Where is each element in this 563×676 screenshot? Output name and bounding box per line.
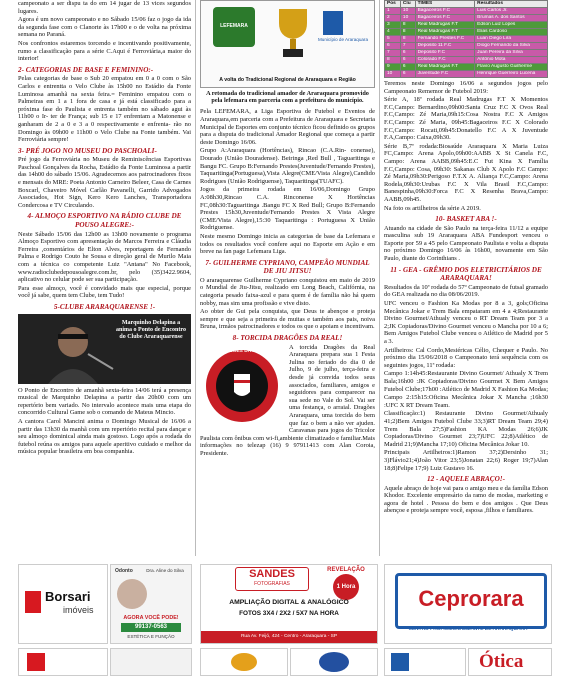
table-cell: Real Madrugas F.T bbox=[415, 22, 475, 29]
table-cell: 5 bbox=[385, 36, 401, 43]
table-row bbox=[385, 43, 548, 50]
table-cell: 7 bbox=[400, 43, 415, 50]
article-text: Para esse almoço, você é convidado mais que especial, porque você já sabe, quem tem Clube, tem Tudo! bbox=[18, 284, 191, 300]
table-header-cell: Pos bbox=[385, 1, 401, 8]
section-heading: 4- ALMOÇO ESPORTIVO NA RÁDIO CLUBE DE POUSO ALEGRE:- bbox=[27, 212, 182, 230]
odonto-name: Dra. Aline do Silva bbox=[146, 568, 184, 573]
standings-block bbox=[384, 0, 548, 78]
column-middle bbox=[200, 0, 375, 556]
table-cell: Luan Diego Lira bbox=[475, 36, 548, 43]
sandes-ampliacao: AMPLIAÇÃO DIGITAL & ANALÓGICO bbox=[229, 599, 349, 606]
article-text: A cantora Carol Mancini anima o Domingo Musical de 16/06 a partir das 13h30 da manhã com um repertório recital para dançar e seu almoço dominical ainda mais gostoso. Logo após a rodada do futebol reúna os amigos para aquele aperitivo cuidado e melhor da música popular brasileira em boa companhia. bbox=[18, 417, 191, 456]
intro-text: Agora é um novo campeonato e no Sábado 15/06 faz o jogo da ida da segunda fase com o Clanorte às 17h00 e o de volta na próxima semana no Paraná. bbox=[18, 16, 191, 39]
section-heading: 3- PRÉ JOGO NO MUSEU DO PASCHOALI- bbox=[18, 146, 157, 155]
article-text: O araraquarense Guilherme Cypriano conquistou em maio de 2019 o Mundial de Jiu-Jitsu, realizado em Long Beach, Califórnia, na categoria pesado faixa-azul e para quem é de família não há quem nobby, mas sim uma profissão e vive disto. bbox=[200, 276, 375, 307]
table-cell: 6 bbox=[385, 43, 401, 50]
sandes-logo bbox=[235, 567, 309, 591]
regional-banner bbox=[200, 0, 375, 88]
article-text: UFC venceu o Fashion Ka Modas por 8 a 3, gols;Oficina Mecânica Jokar e Trem Bala empataram em 4 a 4;Restaurante Divino Gourmet/Athualy venceu o RT Dream Team por 3 a 2;JK Copiadoras/Divino Gourmet venceu o Mancha por 10 a 6; Bem Amigos Futebol Clube venceu o Atlético de Madrid por 5 a 3. bbox=[384, 300, 548, 345]
article-text: Neste Sábado 15/06 das 12h00 as 13h00 novamente o programa Almoço Esportivo com apresentação de Marcos Ferreira e Cláudia Ferreira ,comentários de Elton Alves, reportagem de Fernando Palma e Rodrigo Couto he Sousa e direção geral de Murilo Maia com a técnica co competente Luiz "Antana" No Facebook, www.radioclubedepousoalegre.com.br, pelo (35)3422.9604, aplicativo no celular pode ser sua participação. bbox=[18, 230, 191, 284]
table-cell: Real Madrugas F.T bbox=[415, 64, 475, 71]
article-text: Teremos neste Domingo 16/06 a segundos jogos pelo Campeonato Rememor de Futebol 2019: bbox=[384, 80, 548, 95]
table-cell: 8 bbox=[400, 22, 415, 29]
section-heading: 11 - GEA - GRÊMIO DOS ELETRICITÁRIOS DE ARARAQUARA! bbox=[390, 265, 542, 283]
article-text: Atuando na cidade de São Paulo na terça-feira 11/12 a equipe masculina sub 19 Araraquara ABA Fundesport venceu o Esporte por 59 a 45 pelo Campeonato Paulista e volta a disputa no próximo Domingo 16/06 às 16h00, novamente em São Paulo, diante do Corinthians . bbox=[384, 224, 548, 263]
ad-logo-icon bbox=[27, 653, 45, 671]
photo-caption: Marquinho Delapina a anima o Ponto de Encontro do Clube Araraquarense bbox=[116, 319, 186, 340]
hora-icon: 1 Hora bbox=[333, 574, 359, 600]
sandes-ad[interactable] bbox=[200, 564, 378, 644]
table-cell: 4 bbox=[385, 29, 401, 36]
table-row bbox=[385, 36, 548, 43]
article-text: Pré jogo da Ferroviária no Museu de Reminiscências Esportivas Paschoal Gonçalves da Rocha, Estádio da Fonte Luminosa a partir das 14h00 do sábado 15/06. Agradecemos aos patrocinadores fixos e mensais do MRE: Poeta Antonio Carneiro Beleer, Casa de Carnes Boxcarl, Chaveiro Móvel Carlão Pavanelli, Garrido Advogados Associados, Hot Sign, Kero Kero Lanches, Transportadora Condercosa e TV Circulando. bbox=[18, 156, 191, 209]
municipio-crest-icon bbox=[323, 11, 343, 35]
bottom-ad-5[interactable] bbox=[384, 648, 466, 676]
table-row bbox=[385, 64, 548, 71]
article-text: Classificação:1) Restaurante Divino Gourmet/Athualy 41;2)Bem Amigos Futebol Clube 33;3)RT Dream Team 29;4) Trem Bala 27;5)Fashion KA Modas 26;6)JK Copiadoras/Divino Gourmet 23;7)UFC 22;8)Atlético de Madrid 21;9)Mancha 17;10) Oficina Mecânica Jokar 10. bbox=[384, 410, 548, 448]
article-text: Ao obter de Gui pela conquista, que Deus te abençoe e proteja sempre e que seja a primeira de muitas e também aos pais, noiva Bruna, irmãos patrocinadores e todos os que o apoiam e incentivam. bbox=[200, 308, 375, 331]
ceprorara-sub: CENTRO PROFISSIONALIZANTE DE ARARAQUARA bbox=[408, 627, 528, 632]
table-row bbox=[385, 50, 548, 57]
article-text: Campo 1:14h45:Restaurante Divino Gourmet/ Athualy X Trem Bala;16h00 :JK Copiadoras/Divino Gourmet X Bem Amigos Futebol Clube;17h00 :Atlético de Madrid X Fashion Ka Modas; bbox=[384, 370, 548, 393]
odonto-tag: ESTÉTICA E FUNÇÃO bbox=[127, 634, 175, 639]
section-heading: 8- TORCIDA DRAGÕES DA REAL! bbox=[232, 334, 343, 343]
table-header-row bbox=[385, 1, 548, 8]
odonto-phone: 99137-0563 bbox=[121, 623, 181, 632]
trophy-icon bbox=[273, 5, 313, 65]
article-text: Aquele abraço de hoje vai para o amigo meu e da família Edson Khodor. Excelente empresário da ramo de modas, marketing e agora de hotel . Pessoa do bem e dos amigos . Que Deus abençoe e proteja sempre você, esposa ,filhos e familiares. bbox=[384, 484, 548, 515]
revelacao-badge: REVELAÇÃO 1 Hora bbox=[319, 567, 373, 600]
borsari-ad[interactable] bbox=[18, 564, 108, 644]
standings-table bbox=[384, 0, 548, 78]
column-left bbox=[18, 0, 191, 556]
table-cell: Fernando Prestes F.C bbox=[415, 36, 475, 43]
article-text: Artilheiros: Cal Cordo,Mesiéricas Célio, Chequer e Paulo. No próximo dia 15/06/2018 o Campeonato terá sequência com os seguintes jogos, 11ª rodada: bbox=[384, 346, 548, 369]
article-text: Jogos da primeira rodada em 16/06,Domingo Grupo A:08h30,Rincao C.A. Rinconense X Hortências FC,08h30:Taguaritinga .Bangu FC X Red Bull; Grupo B:Fernando Prestes 15h30,Juventude/Fernando Prestes X Vista Alegre (CME/Vista Alegre),15:30 Taquaritinga : Portuguesa X União Rodriguense. bbox=[200, 186, 375, 232]
article-text: Campo 2:15h15:Oficina Mecânica Jokar X Mancha ;16h30 :UFC X RT Dream Team. bbox=[384, 394, 548, 409]
table-cell: 1 bbox=[385, 8, 401, 15]
table-cell: Bagaceiros F.C bbox=[415, 8, 475, 15]
table-cell: Edson Luiz Lopes bbox=[475, 22, 548, 29]
article-text: Na foto os artilheiros da série A 2019. bbox=[384, 204, 481, 212]
article-text: A torcida Dragões da Real Araraquara prepara sua 1 Festa Julina no feriado do dia 0 de Julho, 9 de julho, terça-feira e desde já convida todos seus associados, familiares, amigos e seguidores para comparecer na sua sede no Vale do Sol. Vai ser uma festança, o arraial. Dragões Araraquara, uma torcida do bem que faz o bem a não ver ajuden. Caravanas para jogos do Tricolor Paulista com ônibus com wi-fi,ambiente climatizado e familiar.Mais informações no telezap (16) 9 97911413 com Alan Coroia, Presidente. bbox=[200, 343, 375, 457]
table-cell: 8 bbox=[400, 29, 415, 36]
table-cell: 6 bbox=[400, 64, 415, 71]
table-cell: Brumas A. dos Santos bbox=[475, 15, 548, 22]
borsari-name: Borsari bbox=[45, 589, 91, 604]
bottom-ad-1[interactable] bbox=[18, 648, 108, 676]
dragoes-logo-emblem bbox=[200, 346, 284, 426]
table-header-cell: Clu bbox=[400, 1, 415, 8]
odonto-brand: Odonto bbox=[115, 568, 133, 574]
table-cell: Diogo Fernando da Silva bbox=[475, 43, 548, 50]
table-header-cell: TIMES bbox=[415, 1, 475, 8]
intro-text: campeonato a ser dispu ta do em 14 jugar de 13 vices segundos lugares. bbox=[18, 0, 191, 15]
sandes-sub: FOTOGRAFIAS bbox=[254, 581, 290, 587]
article-text: Pelas categorias de base o Sub 20 empatou em 0 a 0 com o São Carlos e entrentta o Velo Clube às 15h00 no Estádio da Fonte Luminosa amanhã na sexta feira.= Feminino empatou com o Palmeiras em 1 a 1 fora de casa e já está classificado para a próxima fase do Paulista e entrenta também no sábado agui às 11h00 o Ir- ter de França; sub 15 e 17 enfrentam a Matonense e ganharam de 2 a 0 e 3 a 0 respectivamente e enfrenta- rão no Domingo às 09h00 e 11h00 o Velo Clube na Fonte também. Vai Ferroviária sempre! bbox=[18, 75, 191, 144]
lefemara-badge: LEFEMARA bbox=[213, 7, 255, 47]
table-row bbox=[385, 22, 548, 29]
section-heading: 7- GUILHERME CYPRIANO, CAMPEÃO MUNDIAL DE JIU JITSU! bbox=[205, 258, 370, 276]
municipio-label: Município de Araraquara bbox=[317, 37, 369, 42]
table-cell: 10 bbox=[400, 8, 415, 15]
sandes-address: Rua Av. Feijó, 424 - Centro - Araraquara - SP bbox=[201, 631, 377, 643]
table-cell: Henrique Guerreiro Lucena bbox=[475, 71, 548, 78]
article-text: O Ponto de Encontro de amanhã sexta-feira 14/06 terá a presença musical de Marquinho Delapina a partir das 20h00 com um repertório bem variado. No intervalo acontece mais uma etapa do concorrido Cultural Game sob o comando de Mateus Mincio. bbox=[18, 386, 191, 417]
article-text: Série A, 18ª rodada Real Madrugas F.T X Momentos F.C,Campo: Bernardino,09h00:Santa Cruz F.C X Ovos Real F.C,Campo: Zé Maria,09h15:Cosa Nostra F.C X Amigos F.C,Campo: Zé Maria, 09h45:Bagaceiros F.C X Colorado F.C,Campo: Rocati,09h45:Donatello F.C A X Juventude F.A,Campo: Caixa,09h30. bbox=[384, 96, 548, 142]
sandes-name: SANDES bbox=[249, 568, 295, 580]
table-cell: Flavio Augusto Guilherme bbox=[475, 64, 548, 71]
table-cell: 8 bbox=[400, 36, 415, 43]
ceprorara-ad[interactable] bbox=[384, 564, 552, 644]
table-row bbox=[385, 8, 548, 15]
section-heading: 12 - AQUELE ABRAÇO!- bbox=[427, 475, 505, 484]
dragoes-logo: DRAGÕES DA REAL bbox=[200, 346, 284, 426]
column-divider bbox=[195, 0, 196, 556]
borsari-sub: imóveis bbox=[63, 605, 94, 615]
article-text: Pela LEFEMARA, a Liga Esportiva de Futebol e Eventos de Araraquara,em parceria com a Prefeitura de Araraquara e Secretaria Municipal de Esportes em conjunto técnico ficou definido os grupos para a disputa do tradicional Amador Regional que começa a partir deste Domingo 16/06. bbox=[200, 108, 375, 146]
bottom-ad-4[interactable] bbox=[290, 648, 378, 676]
sandes-fotos: FOTOS 3X4 / 2X2 / 5X7 NA HORA bbox=[239, 610, 339, 617]
section-heading: 5-CLUBE ARARAQUARENSE !- bbox=[53, 302, 156, 311]
table-cell: Bagaceiros F.C bbox=[415, 15, 475, 22]
singer-photo bbox=[18, 314, 191, 384]
table-cell: 7 bbox=[385, 50, 401, 57]
table-cell: 9 bbox=[385, 64, 401, 71]
table-cell: 3 bbox=[385, 22, 401, 29]
section-heading: 2- CATEGORIAS DE BASE E FEMININO:- bbox=[18, 65, 154, 74]
article-text: Grupo A:Araraquara (Hortências), Rincao (C.A.Rin- conense), Dourado (União Douradense). Beiringa ,Red Bull , Taguaritinga e Bangu FC. Grupo B:Fernando Prestes(Juventude/Fernando Prestes), Taquaritinga(Portuguesa),Vista Alegre(CME/Vista Alegre),Candido Rodrigues (União Rodriguense), Taquaritinga(TUAFC). bbox=[200, 147, 375, 185]
table-cell: 6 bbox=[400, 50, 415, 57]
table-cell: 10 bbox=[400, 15, 415, 22]
table-cell: Juventude F.C bbox=[415, 71, 475, 78]
odonto-ad[interactable] bbox=[110, 564, 192, 644]
table-header-cell: Resultados bbox=[475, 1, 548, 8]
table-cell: 2 bbox=[385, 15, 401, 22]
ceprorara-logo bbox=[395, 573, 547, 629]
otica-name: Ótica bbox=[479, 651, 524, 672]
ad-logo-icon bbox=[319, 652, 349, 672]
table-cell: Antônio Mota bbox=[475, 57, 548, 64]
table-cell: Juan Pereira da Silva bbox=[475, 50, 548, 57]
table-row bbox=[385, 71, 548, 78]
odonto-cta: AGORA VOCÊ PODE! bbox=[123, 615, 179, 621]
ad-logo-icon bbox=[231, 653, 257, 671]
odonto-portrait bbox=[117, 579, 147, 609]
table-cell: 6 bbox=[400, 57, 415, 64]
ads-strip bbox=[0, 560, 563, 675]
otica-ad[interactable] bbox=[468, 648, 552, 676]
table-cell: 8 bbox=[385, 57, 401, 64]
table-cell: 6 bbox=[400, 71, 415, 78]
table-cell: Luis Carlos Jr. bbox=[475, 8, 548, 15]
article-text: Série B,7ª rodada:Biosaúde Araraquara X Maria Luiza FC,Campo: Arena Apolo,09h00:AABB X St Canela F.C, Campo: Arena AABB,09h45:E.C Fut Kina X Família F.C,Campo: Cosa, 09h30: Sakanas Club X Apolo F.C Campo: Zé Maria,09h30:Perigoso F.T.X A. Aliança F.C,Campo: Arena Rodela,09h30:Urubas F.C X Vila Brasil F.C,Campo: Banespinha,09h30:Forca F.C X Resenha Brava,Campo: AABB,09h45. bbox=[384, 142, 548, 203]
section-heading: 10- BASKET ABA !- bbox=[435, 215, 497, 224]
ad-logo-icon bbox=[391, 653, 409, 671]
standings-table-wrap bbox=[384, 0, 548, 78]
table-cell: Elias Cardoso bbox=[475, 29, 548, 36]
ceprorara-name: Ceprorara bbox=[418, 586, 524, 611]
borsari-logo-icon bbox=[25, 591, 41, 613]
bottom-ad-2[interactable] bbox=[110, 648, 192, 676]
table-cell: Colorado F.C bbox=[415, 57, 475, 64]
lead-caption: A retomada do tradicional amador de Araraquara promovido pela lefemara em parceria com a prefeitura do município. bbox=[206, 90, 369, 105]
banner-caption: A volta do Tradicional Regional de Araraquara e Região bbox=[219, 77, 356, 84]
table-row bbox=[385, 57, 548, 64]
table-row bbox=[385, 15, 548, 22]
table-row bbox=[385, 29, 548, 36]
article-text: Resultados da 10ª rodada do 57º Campeonato de futsal gramado do GEA realizada no dia 08/06/2019. bbox=[384, 283, 548, 299]
table-cell: 10 bbox=[385, 71, 401, 78]
table-cell: Deposito F.C bbox=[415, 50, 475, 57]
article-text: Neste mesmo Domingo inicia as categorias de base da Lefemara e todos os resultados você confere aqui no Esporte em Ação e em breve na fan page Lefemara Liga. bbox=[200, 232, 375, 256]
article-text: Principais Artilheiros:1)Ramon 37;2)Dersinho 31; 3)Flávio21;4)João Vitor 23;5)Jonatan 22;6) Roger 19;7)Alan 18;8)Felipe 17;9) Luiz Gustavo 16. bbox=[384, 449, 548, 472]
column-divider bbox=[379, 0, 380, 556]
table-cell: Real Madrugas F.T bbox=[415, 29, 475, 36]
intro-text: Nos confrontos estaremos torcendo e incentivando positivamente, rumo a classificação para a série C.Aqui é Ferroviária,a maior do interior! bbox=[18, 39, 191, 63]
column-right bbox=[384, 0, 548, 556]
bottom-ad-3[interactable] bbox=[200, 648, 288, 676]
table-cell: Deposito 11 F.C bbox=[415, 43, 475, 50]
